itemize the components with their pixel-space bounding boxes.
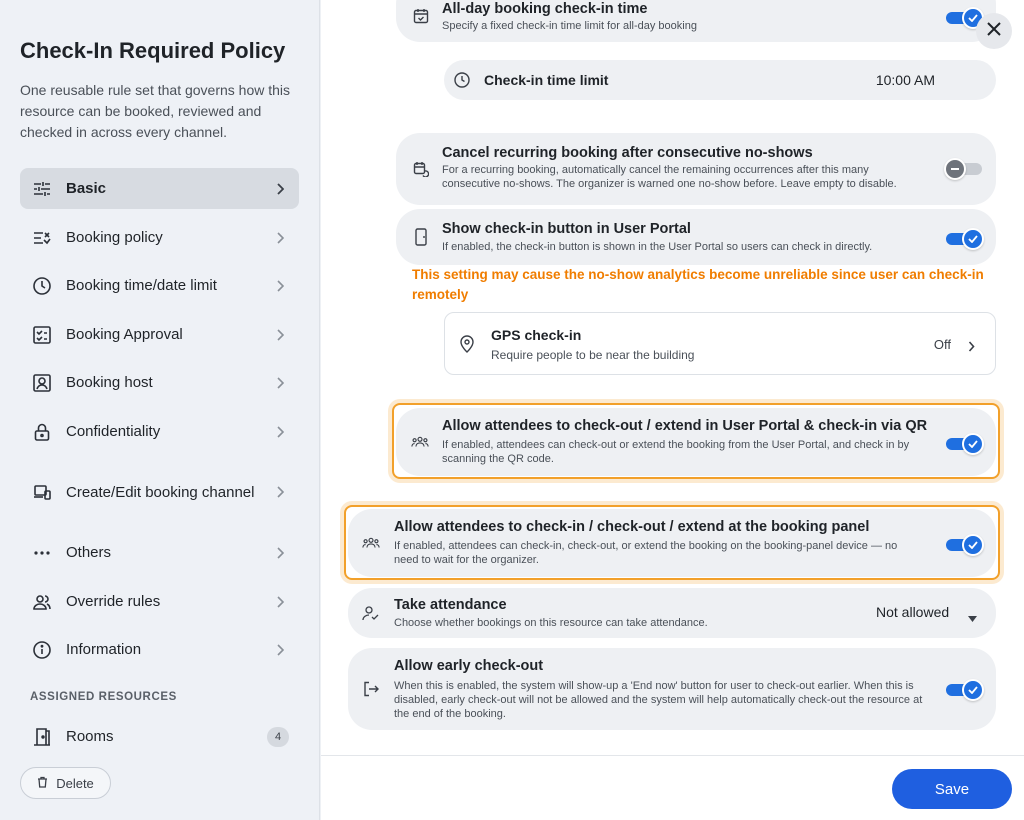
attendees-panel-title: Allow attendees to check-in / check-out / extend at the booking panel [394, 519, 870, 535]
cancel-recurring-desc: For a recurring booking, automatically cancel the remaining occurrences after this many consecutive no-shows. The organizer is warned one no-show before. Leave empty to disable. [442, 164, 897, 190]
lock-icon [32, 422, 52, 442]
policy-title: Check-In Required Policy [20, 38, 286, 63]
attendees-portal-title: Allow attendees to check-out / extend in User Portal & check-in via QR [442, 418, 928, 434]
nav-label: Information [66, 641, 142, 658]
sliders-icon [32, 179, 52, 199]
early-checkout-desc: When this is enabled, the system will show-up a 'End now' button for user to check-out earlier. When this is disabled, early check-out will not be allowed and the system will help automatically check-out the resource at the end of the booking. [394, 680, 923, 720]
nav-label: Booking policy [66, 229, 163, 246]
checkin-time-limit-row[interactable] [444, 60, 996, 100]
nav-item-booking-time-date-limit[interactable] [20, 265, 299, 306]
chevron-right-icon [275, 378, 285, 388]
attendees-portal-card [396, 408, 996, 476]
attendees-panel-card [348, 509, 996, 577]
allday-desc: Specify a fixed check-in time limit for all-day booking [442, 20, 697, 32]
gps-title: GPS check-in [491, 327, 582, 343]
trash-icon [37, 776, 48, 791]
chevron-right-icon [275, 330, 285, 340]
chevron-right-icon [275, 597, 285, 607]
cancel-recurring-toggle[interactable] [946, 159, 982, 179]
nav-label: Booking time/date limit [66, 277, 217, 294]
show-checkin-title: Show check-in button in User Portal [442, 221, 691, 237]
take-attendance-desc: Choose whether bookings on this resource can take attendance. [394, 617, 708, 629]
early-checkout-card [348, 648, 996, 730]
chevron-right-icon [275, 427, 285, 437]
devices-icon [32, 482, 52, 502]
nav-item-booking-policy[interactable] [20, 217, 299, 258]
gps-desc: Require people to be near the building [491, 348, 695, 362]
assigned-resources-heading: ASSIGNED RESOURCES [30, 691, 177, 703]
chevron-right-icon [275, 548, 285, 558]
calendar-check-icon [412, 7, 430, 25]
info-icon [32, 640, 52, 660]
nav-label: Others [66, 544, 112, 561]
settings-panel [321, 0, 1024, 755]
gps-value: Off [933, 337, 951, 352]
approval-icon [32, 325, 52, 345]
list-check-icon [32, 228, 52, 248]
attendees-portal-desc: If enabled, attendees can check-out or extend the booking from the User Portal, and check in by scanning the QR code. [442, 439, 910, 465]
footer-bar [321, 755, 1024, 820]
nav-label: Override rules [66, 593, 161, 610]
chevron-right-icon [275, 487, 285, 497]
more-icon [32, 543, 52, 563]
take-attendance-card [348, 588, 996, 638]
phone-icon [412, 228, 430, 246]
early-checkout-title: Allow early check-out [394, 658, 544, 674]
delete-label: Delete [56, 775, 94, 791]
nav-item-booking-host[interactable] [20, 362, 299, 403]
nav-item-information[interactable] [20, 629, 299, 670]
attendance-select[interactable]: Not allowed [876, 604, 950, 620]
rooms-count-badge: 4 [267, 727, 289, 747]
cancel-recurring-card [396, 133, 996, 205]
clock-icon [453, 71, 471, 89]
allday-checkin-card [396, 0, 996, 42]
checkin-time-limit-value: 10:00 AM [875, 72, 935, 88]
show-checkin-desc: If enabled, the check-in button is shown in the User Portal so users can check in directly. [442, 241, 873, 253]
close-button[interactable] [976, 13, 1012, 49]
nav-label: Basic [66, 180, 107, 197]
allday-title: All-day booking check-in time [442, 1, 648, 17]
delete-button[interactable] [20, 767, 111, 799]
take-attendance-title: Take attendance [394, 597, 507, 613]
nav-item-booking-approval[interactable] [20, 314, 299, 355]
calendar-repeat-icon [412, 160, 430, 178]
sidebar [0, 0, 320, 820]
nav-item-others[interactable] [20, 532, 299, 573]
chevron-right-icon [275, 645, 285, 655]
chevron-right-icon [275, 184, 285, 194]
attendees-portal-toggle[interactable] [946, 434, 982, 454]
remote-checkin-warning: This setting may cause the no-show analytics become unreliable since user can check-in remotely [412, 267, 984, 302]
person-check-icon [362, 604, 380, 622]
location-pin-icon [459, 335, 475, 358]
caret-down-icon[interactable] [968, 609, 977, 627]
group-icon [411, 433, 429, 451]
nav-item-create-edit-booking-channel[interactable] [20, 462, 299, 522]
attendees-panel-desc: If enabled, attendees can check-in, check-out, or extend the booking on the booking-panel device — no need to wait for the organizer. [394, 540, 898, 566]
cancel-recurring-title: Cancel recurring booking after consecutive no-shows [442, 145, 813, 161]
nav-label: Booking host [66, 374, 153, 391]
nav-label: Confidentiality [66, 423, 161, 440]
rooms-label: Rooms [66, 728, 114, 745]
host-icon [32, 373, 52, 393]
clock-icon [32, 276, 52, 296]
assigned-rooms-item[interactable] [20, 716, 299, 757]
attendees-panel-toggle[interactable] [946, 535, 982, 555]
show-checkin-card [396, 209, 996, 265]
gps-checkin-row[interactable] [444, 312, 996, 375]
show-checkin-toggle[interactable] [946, 229, 982, 249]
close-icon [987, 22, 1001, 41]
save-button[interactable]: Save [892, 769, 1012, 809]
group-icon [362, 534, 380, 552]
nav-item-override-rules[interactable] [20, 581, 299, 622]
logout-icon [362, 680, 380, 698]
policy-description: One reusable rule set that governs how this resource can be booked, reviewed and checked in across every channel. [20, 82, 291, 140]
checkin-time-limit-label: Check-in time limit [484, 72, 609, 88]
nav-label: Booking Approval [66, 326, 183, 343]
early-checkout-toggle[interactable] [946, 680, 982, 700]
nav-item-confidentiality[interactable] [20, 411, 299, 452]
chevron-right-icon [968, 339, 975, 357]
chevron-right-icon [275, 233, 285, 243]
users-icon [32, 592, 52, 612]
door-icon [32, 727, 52, 747]
nav-label: Create/Edit booking channel [66, 483, 255, 501]
chevron-right-icon [275, 281, 285, 291]
nav-item-basic[interactable] [20, 168, 299, 209]
